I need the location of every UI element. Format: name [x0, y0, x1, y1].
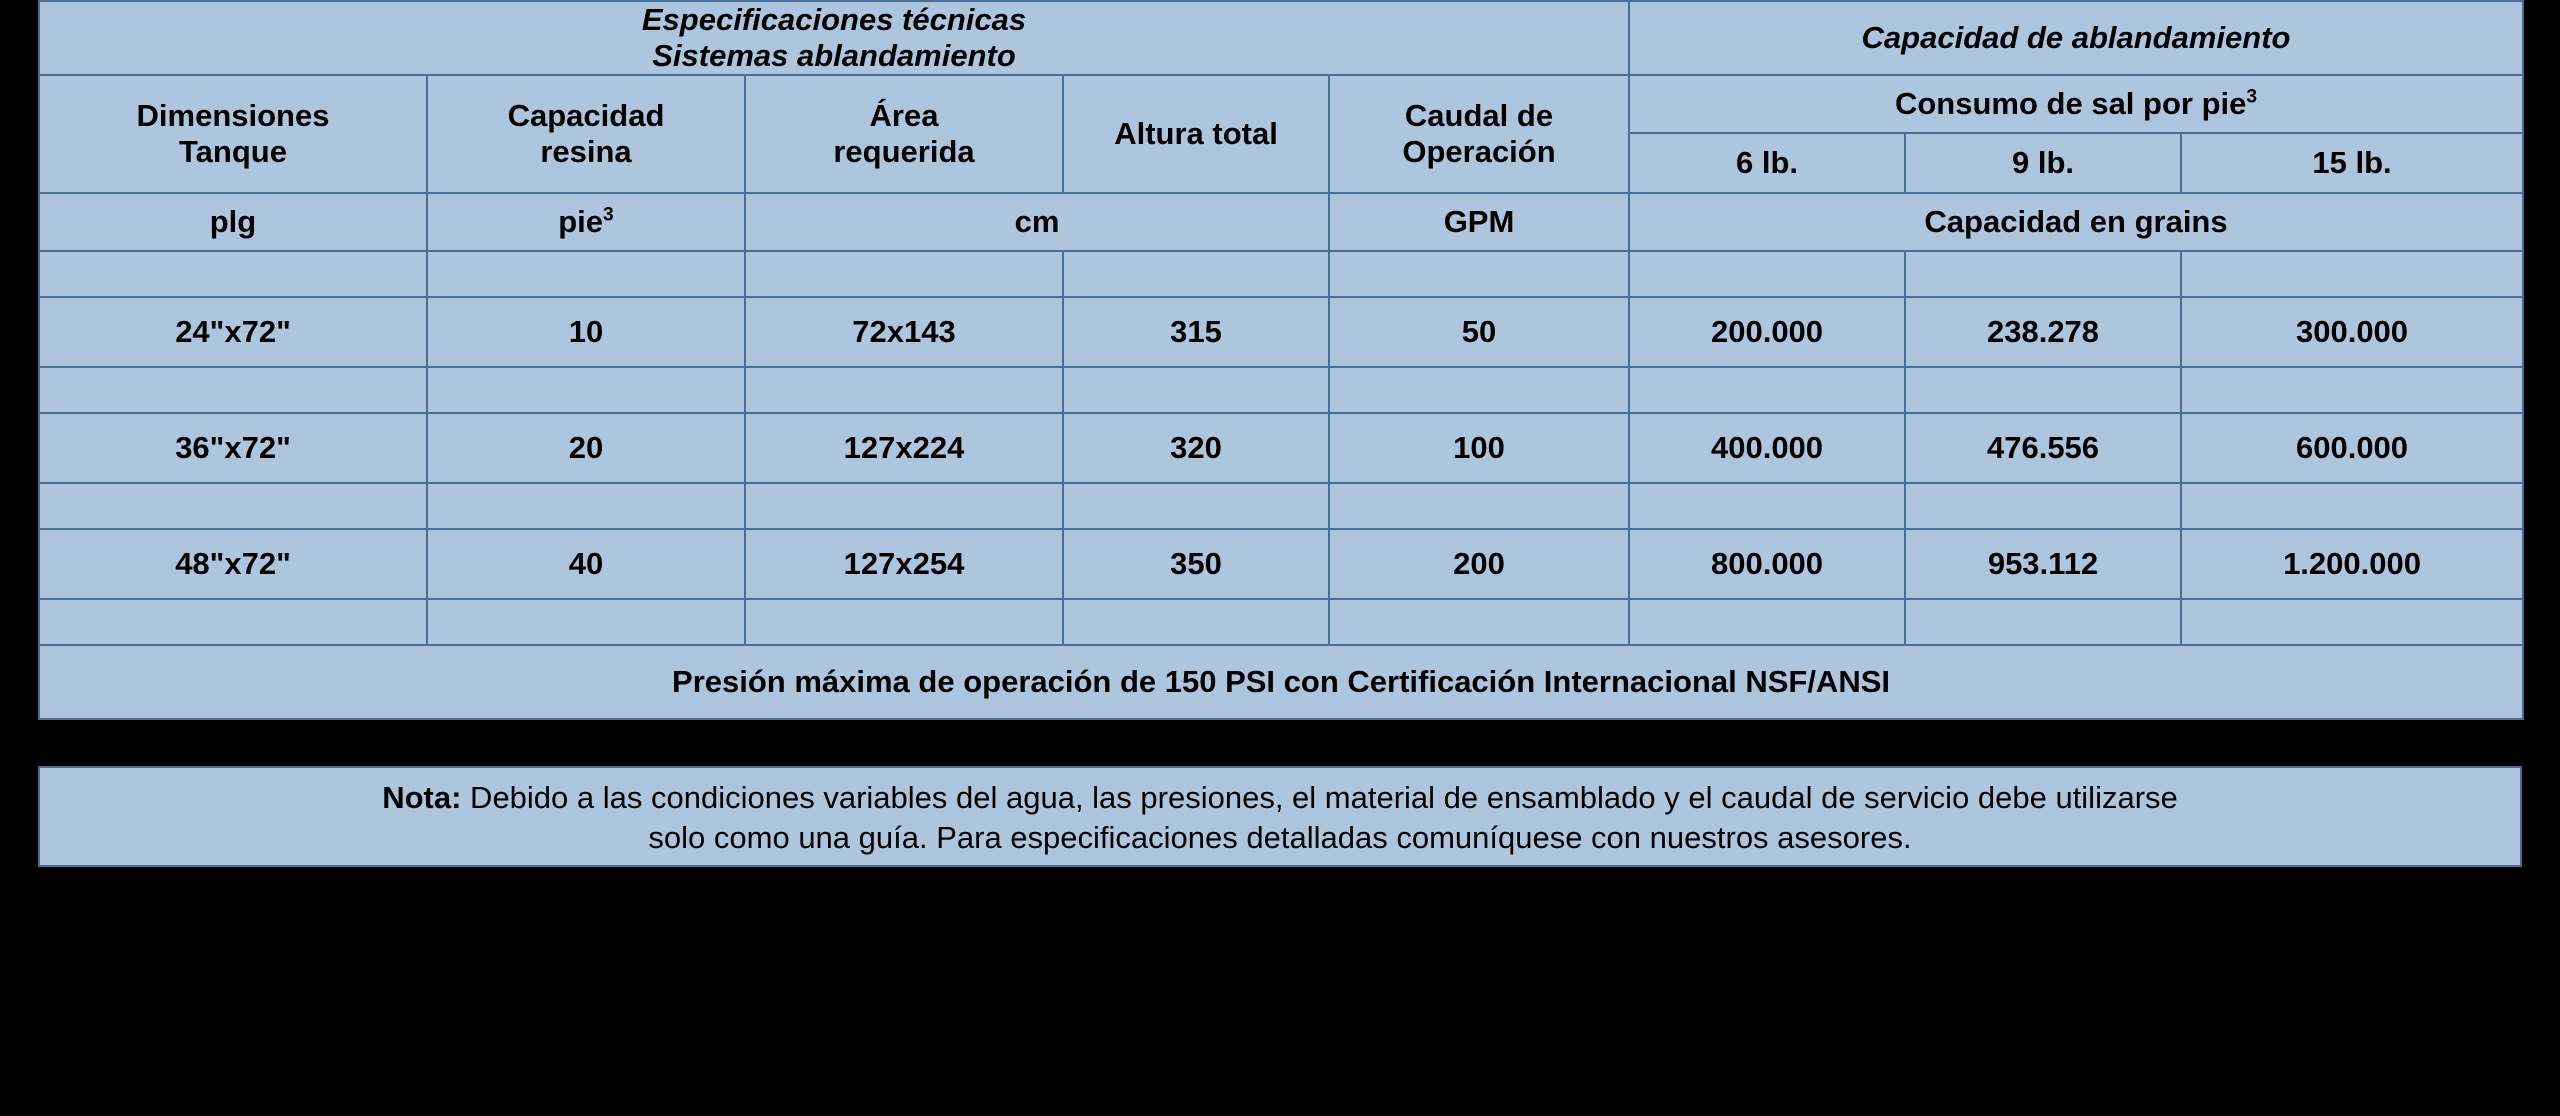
header-dimensiones-tanque [39, 75, 427, 193]
group-header-left [39, 1, 1629, 75]
cell-sal-6lb: 200.000 [1629, 297, 1905, 367]
table-header-row-main [39, 75, 2523, 133]
unit-plg: plg [39, 193, 427, 251]
note-label: Nota: [382, 779, 462, 815]
spacer-cell [1329, 367, 1629, 413]
spacer-cell [1063, 367, 1329, 413]
spacer-cell [2181, 483, 2523, 529]
specifications-table [38, 0, 2524, 720]
cell-tanque: 36"x72" [39, 413, 427, 483]
unit-pie-label: pie [558, 203, 604, 239]
table-group-header-row [39, 1, 2523, 75]
header-consumo-sal-exponent: 3 [2246, 86, 2258, 108]
spacer-cell [1629, 367, 1905, 413]
cell-resina: 40 [427, 529, 745, 599]
unit-pie3 [427, 193, 745, 251]
spacer-cell [1063, 483, 1329, 529]
cell-sal-6lb: 400.000 [1629, 413, 1905, 483]
group-header-left-line1: Especificaciones técnicas [641, 2, 1027, 37]
table-spacer-row [39, 367, 2523, 413]
cell-sal-9lb: 238.278 [1905, 297, 2181, 367]
cell-area: 127x224 [745, 413, 1063, 483]
spacer-cell [1063, 599, 1329, 645]
cell-area: 72x143 [745, 297, 1063, 367]
cell-caudal: 100 [1329, 413, 1629, 483]
cell-sal-6lb: 800.000 [1629, 529, 1905, 599]
spacer-cell [427, 483, 745, 529]
spacer-cell [1629, 483, 1905, 529]
cell-resina: 20 [427, 413, 745, 483]
spacer-cell [427, 367, 745, 413]
spacer-cell [427, 251, 745, 297]
footer-pressure-note [39, 645, 2523, 719]
note-box [38, 766, 2522, 867]
cell-altura: 350 [1063, 529, 1329, 599]
header-caudal-operacion-line1: Caudal de [1404, 97, 1554, 133]
spacer-cell [1905, 251, 2181, 297]
unit-pie-exponent: 3 [603, 204, 614, 226]
header-capacidad-resina [427, 75, 745, 193]
header-consumo-sal [1629, 75, 2523, 133]
spacer-cell [1629, 599, 1905, 645]
cell-resina: 10 [427, 297, 745, 367]
spacer-cell [2181, 251, 2523, 297]
header-caudal-operacion-line2: Operación [1402, 133, 1556, 169]
footer-text-plain: Presión máxima de operación de 150 PSI con [672, 663, 1348, 699]
spacer-cell [1905, 367, 2181, 413]
cell-altura: 320 [1063, 413, 1329, 483]
cell-tanque: 48"x72" [39, 529, 427, 599]
spacer-cell [2181, 599, 2523, 645]
header-capacidad-resina-line2: resina [540, 133, 632, 169]
note-line2: solo como una guía. Para especificaciones detalladas comuníquese con nuestros asesores. [648, 819, 1912, 855]
note-line1: Debido a las condiciones variables del agua, las presiones, el material de ensamblado y el caudal de servicio debe utilizarse [461, 779, 2178, 815]
spacer-cell [1329, 599, 1629, 645]
table-spacer-row [39, 483, 2523, 529]
unit-gpm: GPM [1329, 193, 1629, 251]
spacer-cell [1905, 483, 2181, 529]
header-dimensiones-tanque-line2: Tanque [179, 133, 287, 169]
spacer-cell [39, 367, 427, 413]
unit-capacidad-grains: Capacidad en grains [1629, 193, 2523, 251]
spacer-cell [1329, 483, 1629, 529]
group-header-left-line2: Sistemas ablandamiento [652, 37, 1016, 73]
spacer-cell [39, 599, 427, 645]
footer-text-bold: Certificación Internacional NSF/ANSI [1347, 663, 1890, 699]
table-spacer-row [39, 251, 2523, 297]
spacer-cell [745, 251, 1063, 297]
cell-sal-9lb: 953.112 [1905, 529, 2181, 599]
cell-sal-15lb: 1.200.000 [2181, 529, 2523, 599]
spacer-cell [1629, 251, 1905, 297]
spacer-cell [1063, 251, 1329, 297]
table-units-row [39, 193, 2523, 251]
cell-tanque: 24"x72" [39, 297, 427, 367]
cell-sal-9lb: 476.556 [1905, 413, 2181, 483]
header-sal-15lb: 15 lb. [2181, 133, 2523, 193]
header-capacidad-resina-line1: Capacidad [507, 97, 665, 133]
header-consumo-sal-label: Consumo de sal por pie [1894, 85, 2247, 121]
table-row [39, 529, 2523, 599]
header-sal-6lb: 6 lb. [1629, 133, 1905, 193]
header-area-requerida-line2: requerida [833, 133, 975, 169]
cell-sal-15lb: 600.000 [2181, 413, 2523, 483]
cell-sal-15lb: 300.000 [2181, 297, 2523, 367]
spacer-cell [39, 251, 427, 297]
header-sal-9lb: 9 lb. [1905, 133, 2181, 193]
cell-area: 127x254 [745, 529, 1063, 599]
unit-cm: cm [745, 193, 1329, 251]
spacer-cell [1329, 251, 1629, 297]
header-altura-total: Altura total [1063, 75, 1329, 193]
header-dimensiones-tanque-line1: Dimensiones [136, 97, 330, 133]
cell-caudal: 50 [1329, 297, 1629, 367]
spacer-cell [745, 483, 1063, 529]
header-area-requerida-line1: Área [869, 97, 939, 133]
cell-caudal: 200 [1329, 529, 1629, 599]
group-header-right: Capacidad de ablandamiento [1629, 1, 2523, 75]
table-spacer-row [39, 599, 2523, 645]
header-area-requerida [745, 75, 1063, 193]
cell-altura: 315 [1063, 297, 1329, 367]
table-row [39, 297, 2523, 367]
table-row [39, 413, 2523, 483]
spacer-cell [39, 483, 427, 529]
table-footer-row [39, 645, 2523, 719]
spacer-cell [745, 599, 1063, 645]
spacer-cell [2181, 367, 2523, 413]
spacer-cell [427, 599, 745, 645]
header-caudal-operacion [1329, 75, 1629, 193]
spacer-cell [1905, 599, 2181, 645]
spacer-cell [745, 367, 1063, 413]
